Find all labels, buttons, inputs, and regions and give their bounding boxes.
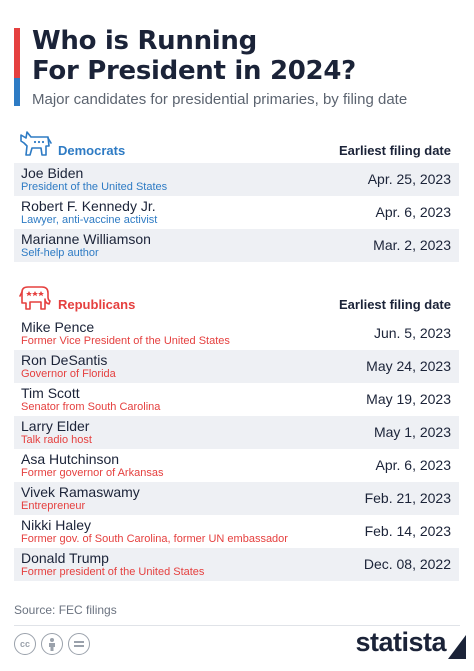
candidate-row [14,548,459,581]
candidate-name: Asa Hutchinson [21,451,120,467]
candidate-row [14,383,459,416]
page-subtitle: Major candidates for presidential primaries, by filing date [32,91,408,108]
candidate-name: Donald Trump [21,550,109,566]
filing-date: May 19, 2023 [366,391,451,407]
title-line-1: Who is Running [32,26,257,56]
filing-date: Mar. 2, 2023 [373,237,451,253]
by-icon[interactable] [41,633,63,655]
democrats-label: Democrats [58,143,126,158]
candidate-role: Talk radio host [21,434,92,446]
cc-icon[interactable]: cc [14,633,36,655]
candidate-row [14,196,459,229]
candidate-row [14,350,459,383]
donkey-icon [18,129,52,157]
democrats-date-column-header: Earliest filing date [339,143,451,158]
elephant-icon [18,283,52,311]
candidate-role: Former Vice President of the United States [21,335,230,347]
democrats-header [14,129,459,163]
candidate-name: Tim Scott [21,385,80,401]
candidate-role: Former gov. of South Carolina, former UN embassador [21,533,288,545]
candidate-row [14,317,459,350]
candidate-role: President of the United States [21,181,168,193]
candidate-name: Marianne Williamson [21,231,151,247]
filing-date: Jun. 5, 2023 [373,325,451,341]
candidate-row [14,163,459,196]
title-block [14,26,464,108]
license-icons[interactable] [14,633,90,655]
candidate-role: Entrepreneur [21,500,86,512]
candidate-name: Ron DeSantis [21,352,108,368]
candidate-role: Former president of the United States [21,566,205,578]
title-accent-bar [14,28,20,106]
republicans-section [14,283,459,581]
filing-date: Feb. 14, 2023 [364,523,451,539]
filing-date: May 1, 2023 [373,424,451,440]
candidate-role: Senator from South Carolina [21,401,161,413]
republicans-header [14,283,459,317]
candidate-name: Larry Elder [21,418,90,434]
source-note: Source: FEC filings [14,603,117,617]
filing-date: Apr. 6, 2023 [375,457,451,473]
filing-date: Dec. 08, 2022 [363,556,451,572]
candidate-role: Former governor of Arkansas [21,467,164,479]
statista-logo[interactable]: statista [355,627,446,657]
candidate-row [14,449,459,482]
candidate-role: Self-help author [21,247,99,259]
page-title [32,26,464,86]
candidate-role: Governor of Florida [21,368,116,380]
democrats-section [14,129,459,262]
candidate-role: Lawyer, anti-vaccine activist [21,214,158,226]
nd-icon[interactable] [68,633,90,655]
republicans-date-column-header: Earliest filing date [339,297,451,312]
filing-date: Feb. 21, 2023 [364,490,451,506]
statista-logo-icon [446,631,468,661]
candidate-name: Nikki Haley [21,517,92,533]
candidate-name: Joe Biden [21,165,84,181]
candidate-row [14,482,459,515]
filing-date: Apr. 25, 2023 [367,171,451,187]
candidate-row [14,515,459,548]
filing-date: Apr. 6, 2023 [375,204,451,220]
candidate-row [14,416,459,449]
footer-divider [14,625,460,626]
title-line-2: For President in 2024? [32,56,356,86]
candidate-name: Mike Pence [21,319,95,335]
candidate-name: Vivek Ramaswamy [21,484,140,500]
candidate-name: Robert F. Kennedy Jr. [21,198,156,214]
republicans-label: Republicans [58,297,136,312]
candidate-row [14,229,459,262]
filing-date: May 24, 2023 [366,358,451,374]
